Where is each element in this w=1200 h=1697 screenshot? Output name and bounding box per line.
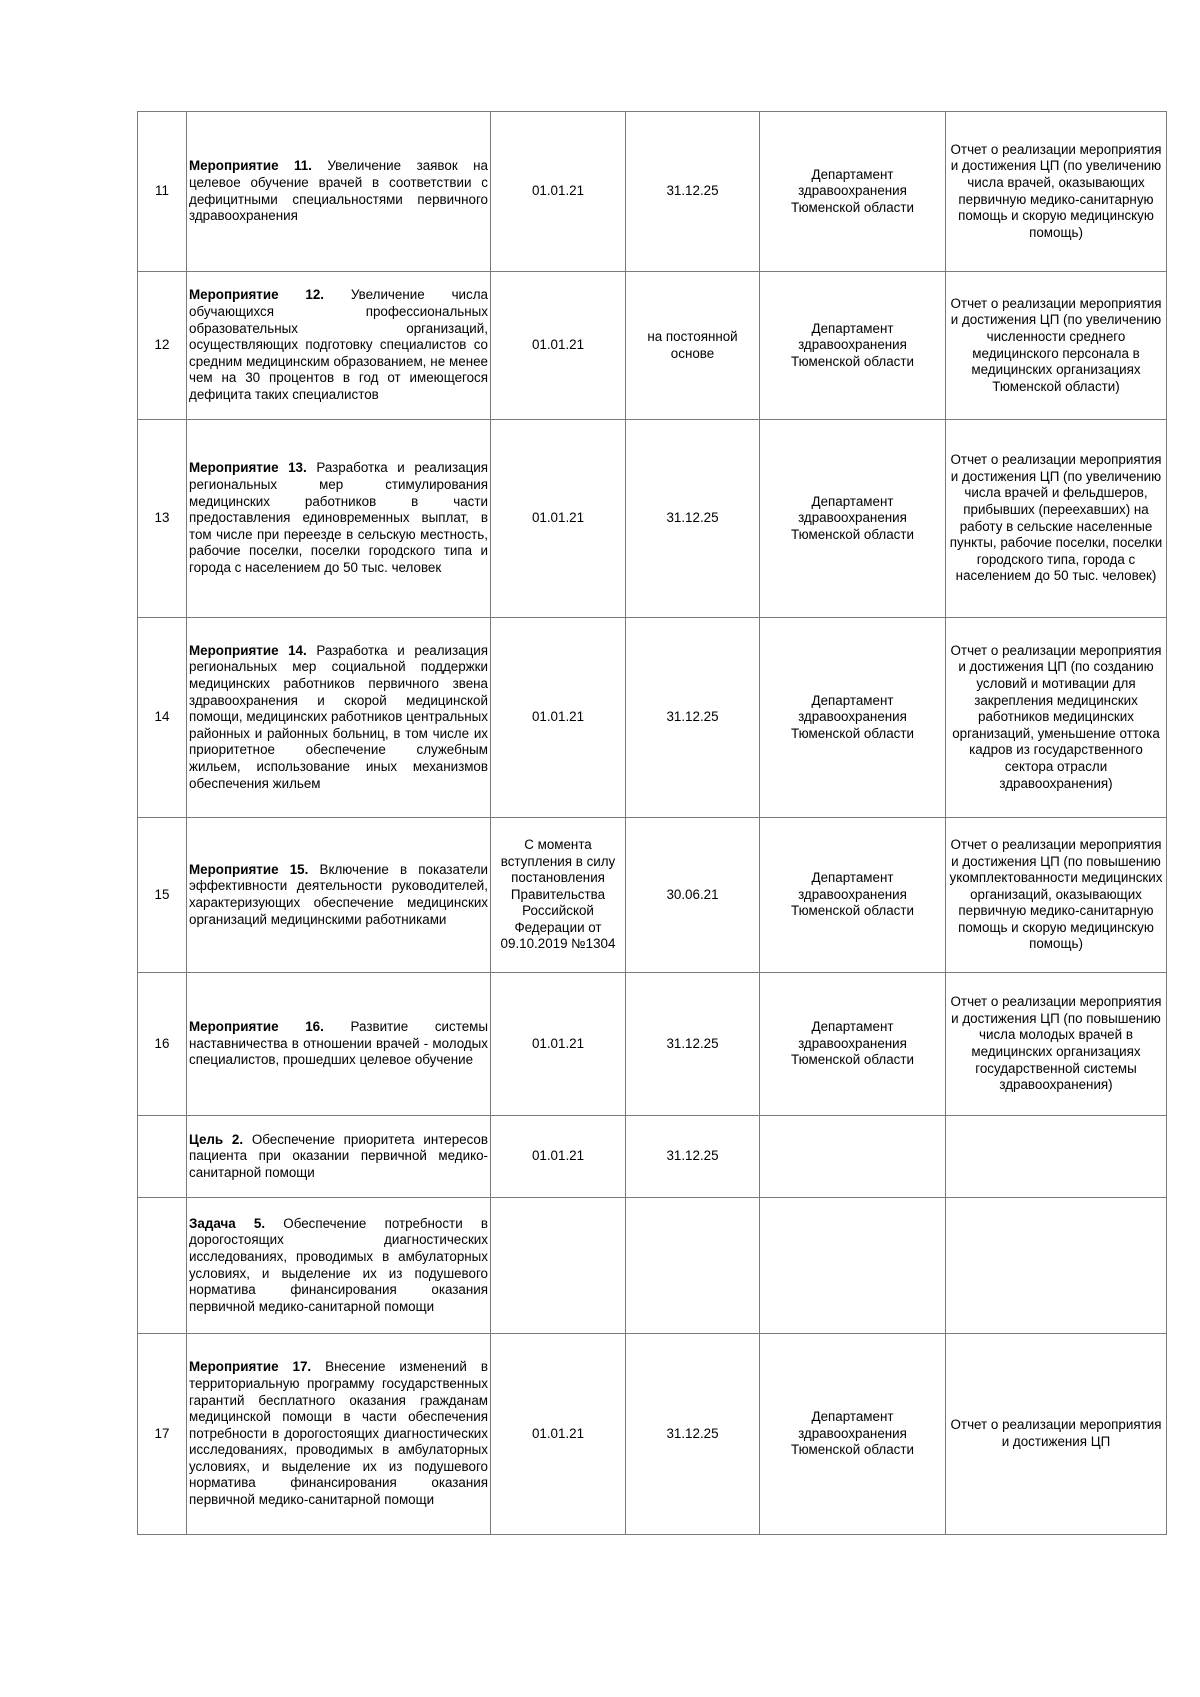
row-number: 16 xyxy=(138,973,187,1116)
row-number: 12 xyxy=(138,272,187,420)
row-number: 17 xyxy=(138,1334,187,1535)
measure-text: Внесение изменений в территориальную программу государственных гарантий бесплатного оказания гражданам медицинской помощи в части обеспечения потребности в дорогостоящих диагностических исследованиях, проводимых в амбулаторных условиях, и выделение их из подушевого норматива финансирования оказания первичной медико-санитарной помощи xyxy=(189,1359,488,1508)
end-date: 31.12.25 xyxy=(626,618,760,818)
measure-text: Разработка и реализация региональных мер социальной поддержки медицинских работников первичного звена здравоохранения и скорой медицинской помощи, медицинских работников центральных районных и районных больниц, в том числе их приоритетное обеспечение служебным жильем, использование иных механизмов обеспечения жильем xyxy=(189,642,488,791)
measure-description xyxy=(187,112,491,272)
start-date xyxy=(491,1198,626,1334)
end-date: 31.12.25 xyxy=(626,420,760,618)
measure-description xyxy=(187,420,491,618)
table-row xyxy=(138,1116,1167,1198)
result: Отчет о реализации мероприятия и достижения ЦП (по повышению укомплектованности медицинских организаций, оказывающих первичную медико-санитарную помощь и скорую медицинскую помощь) xyxy=(946,818,1167,973)
task-description xyxy=(187,1198,491,1334)
start-date: 01.01.21 xyxy=(491,618,626,818)
measure-title: Мероприятие 13. xyxy=(189,460,307,476)
measure-description xyxy=(187,818,491,973)
table-row xyxy=(138,1198,1167,1334)
measure-title: Мероприятие 15. xyxy=(189,861,309,877)
end-date: 31.12.25 xyxy=(626,112,760,272)
measure-description xyxy=(187,272,491,420)
result: Отчет о реализации мероприятия и достижения ЦП (по созданию условий и мотивации для закрепления медицинских работников медицинских организаций, уменьшение оттока кадров из государственного сектора отрасли здравоохранения) xyxy=(946,618,1167,818)
result: Отчет о реализации мероприятия и достижения ЦП (по увеличению численности среднего медицинского персонала в медицинских организациях Тюменской области) xyxy=(946,272,1167,420)
measure-description xyxy=(187,973,491,1116)
table-row xyxy=(138,420,1167,618)
row-number xyxy=(138,1198,187,1334)
end-date: 31.12.25 xyxy=(626,1334,760,1535)
table-row xyxy=(138,272,1167,420)
start-date: С момента вступления в силу постановления Правительства Российской Федерации от 09.10.2019 №1304 xyxy=(491,818,626,973)
start-date: 01.01.21 xyxy=(491,272,626,420)
goal-text: Обеспечение приоритета интересов пациента при оказании первичной медико-санитарной помощи xyxy=(189,1131,488,1180)
measure-description xyxy=(187,1334,491,1535)
responsible xyxy=(760,1198,946,1334)
measure-title: Мероприятие 14. xyxy=(189,642,307,658)
end-date xyxy=(626,1198,760,1334)
result: Отчет о реализации мероприятия и достижения ЦП (по увеличению числа врачей, оказывающих первичную медико-санитарную помощь и скорую медицинскую помощь) xyxy=(946,112,1167,272)
end-date: 31.12.25 xyxy=(626,1116,760,1198)
task-title: Задача 5. xyxy=(189,1215,266,1231)
measure-text: Развитие системы наставничества в отношении врачей - молодых специалистов, прошедших целевое обучение xyxy=(189,1019,488,1068)
start-date: 01.01.21 xyxy=(491,1116,626,1198)
table-row xyxy=(138,818,1167,973)
end-date: 31.12.25 xyxy=(626,973,760,1116)
result: Отчет о реализации мероприятия и достижения ЦП (по увеличению числа врачей и фельдшеров, прибывших (переехавших) на работу в сельские населенные пункты, рабочие поселки, поселки городского типа, города с населением до 50 тыс. человек) xyxy=(946,420,1167,618)
measure-title: Мероприятие 11. xyxy=(189,158,312,174)
row-number: 15 xyxy=(138,818,187,973)
responsible: Департамент здравоохранения Тюменской области xyxy=(760,973,946,1116)
measures-table xyxy=(137,111,1167,1535)
responsible: Департамент здравоохранения Тюменской области xyxy=(760,112,946,272)
table-row xyxy=(138,618,1167,818)
table-row xyxy=(138,1334,1167,1535)
measure-title: Мероприятие 12. xyxy=(189,287,325,303)
goal-description xyxy=(187,1116,491,1198)
responsible: Департамент здравоохранения Тюменской области xyxy=(760,420,946,618)
start-date: 01.01.21 xyxy=(491,420,626,618)
responsible: Департамент здравоохранения Тюменской области xyxy=(760,272,946,420)
measure-text: Включение в показатели эффективности деятельности руководителей, характеризующих обеспечение медицинских организаций медицинскими работниками xyxy=(189,861,488,927)
measure-text: Увеличение числа обучающихся профессиональных образовательных организаций, осуществляющих подготовку специалистов со средним медицинским образованием, не менее чем на 30 процентов в год от имеющегося дефицита таких специалистов xyxy=(189,287,488,402)
row-number: 11 xyxy=(138,112,187,272)
result xyxy=(946,1116,1167,1198)
goal-title: Цель 2. xyxy=(189,1131,244,1147)
row-number: 13 xyxy=(138,420,187,618)
result: Отчет о реализации мероприятия и достижения ЦП xyxy=(946,1334,1167,1535)
task-text: Обеспечение потребности в дорогостоящих диагностических исследованиях, проводимых в амбулаторных условиях, и выделение их из подушевого норматива финансирования оказания первичной медико-санитарной помощи xyxy=(189,1215,489,1314)
start-date: 01.01.21 xyxy=(491,973,626,1116)
responsible: Департамент здравоохранения Тюменской области xyxy=(760,1334,946,1535)
responsible: Департамент здравоохранения Тюменской области xyxy=(760,618,946,818)
row-number xyxy=(138,1116,187,1198)
measure-text: Увеличение заявок на целевое обучение врачей в соответствии с дефицитными специальностями первичного здравоохранения xyxy=(189,158,489,224)
result xyxy=(946,1198,1167,1334)
start-date: 01.01.21 xyxy=(491,1334,626,1535)
result: Отчет о реализации мероприятия и достижения ЦП (по повышению числа молодых врачей в медицинских организациях государственной системы здравоохранения) xyxy=(946,973,1167,1116)
table-row xyxy=(138,973,1167,1116)
responsible xyxy=(760,1116,946,1198)
measure-title: Мероприятие 16. xyxy=(189,1019,324,1035)
measure-description xyxy=(187,618,491,818)
measure-title: Мероприятие 17. xyxy=(189,1359,312,1375)
responsible: Департамент здравоохранения Тюменской области xyxy=(760,818,946,973)
row-number: 14 xyxy=(138,618,187,818)
end-date: 30.06.21 xyxy=(626,818,760,973)
start-date: 01.01.21 xyxy=(491,112,626,272)
table-row xyxy=(138,112,1167,272)
measure-text: Разработка и реализация региональных мер стимулирования медицинских работников в части предоставления единовременных выплат, в том числе при переезде в сельскую местность, рабочие поселки, поселки городского типа и города с населением до 50 тыс. человек xyxy=(189,460,488,575)
end-date: на постоянной основе xyxy=(626,272,760,420)
